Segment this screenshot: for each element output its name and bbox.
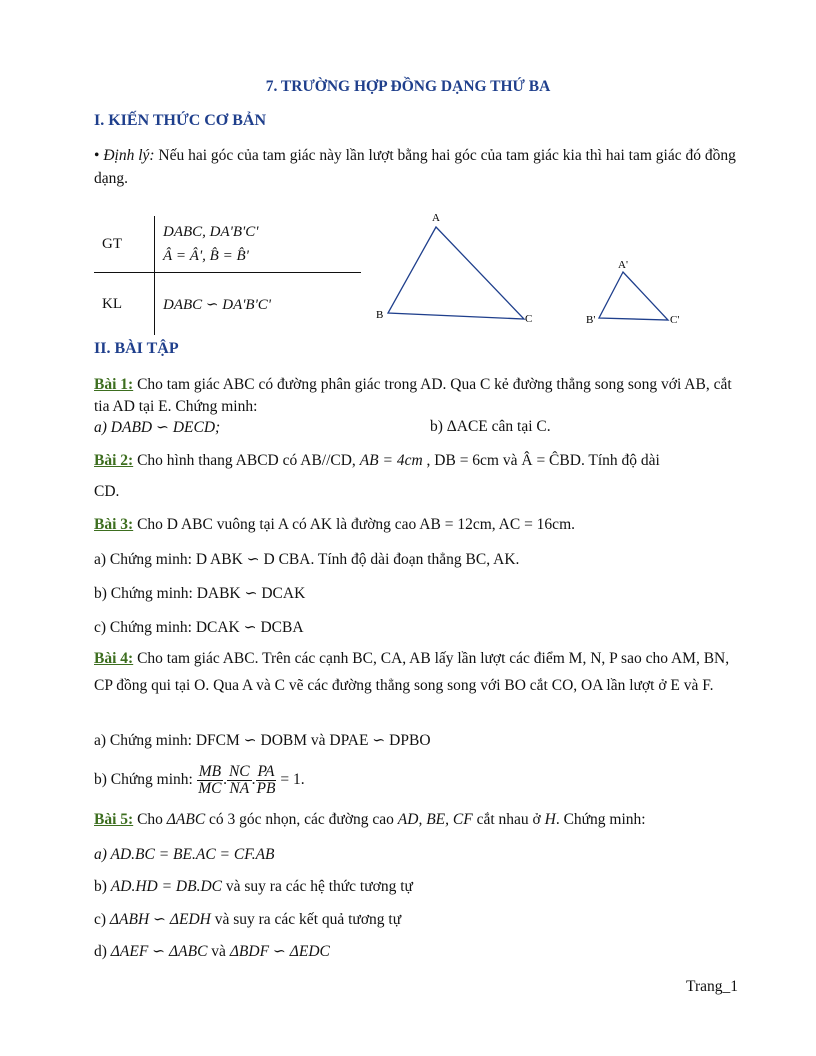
exercise-2-math-2: Â = ĈBD [521,452,581,469]
exercise-5-d-math-1: ΔAEF ∽ ΔABC [110,943,208,960]
fraction-1-denominator: MC [198,780,222,797]
exercise-5-a: a) AD.BC = BE.AC = CF.AB [94,846,275,863]
exercise-5-d-mid: và [207,943,230,960]
exercise-5-b [94,878,413,896]
label-c-prime: C' [670,314,680,326]
fraction-pa-pb [256,764,277,797]
gt-kl-table [94,216,361,335]
exercise-5-d-prefix: d) [94,943,111,960]
fraction-nc-na [227,764,252,797]
label-a: A [432,212,440,224]
exercise-3-c: c) Chứng minh: DCAK ∽ DCBA [94,619,304,636]
exercise-4-b-prefix: b) Chứng minh: [94,771,197,789]
exercise-5-c-suffix: và suy ra các kết quả tương tự [210,911,402,928]
exercise-2-line-2: CD. [94,483,120,500]
exercise-4-b-suffix: = 1. [276,771,305,789]
exercise-1-b: b) ΔACE cân tại C. [430,418,551,435]
gt-content [155,216,362,273]
exercise-5-c [94,910,401,929]
gt-label: GT [94,216,155,273]
fraction-2-numerator: NC [228,763,250,780]
label-b-prime: B' [586,314,596,326]
section-heading-exercises: II. BÀI TẬP [94,340,179,357]
label-c: C [525,313,533,325]
exercise-5-c-prefix: c) [94,911,110,928]
triangle-abc [388,227,524,319]
exercise-2-label: Bài 2: [94,452,134,469]
theorem-paragraph [94,144,744,190]
exercise-5-math-2: AD, BE, CF [397,811,473,828]
exercise-3-label: Bài 3: [94,516,134,533]
exercise-5-math-1: ΔABC [166,811,206,828]
exercise-4-label: Bài 4: [94,650,134,667]
exercise-4-a: a) Chứng minh: DFCM ∽ DOBM và DPAE ∽ DPBO [94,732,431,749]
exercise-5-b-suffix: và suy ra các hệ thức tương tự [222,878,413,895]
label-a-prime: A' [618,259,628,271]
exercise-5-b-math: AD.HD = DB.DC [110,878,222,895]
exercise-3-b: b) Chứng minh: DABK ∽ DCAK [94,585,306,602]
kl-content: DABC ∽ DA'B'C' [163,296,272,313]
similar-triangles-figure [370,205,690,330]
gt-line-2: Â = Â', B̂ = B̂' [163,248,249,264]
exercise-5-d [94,942,330,961]
exercise-3 [94,516,575,534]
exercise-1-text: Cho tam giác ABC có đường phân giác trong AD. Qua C kẻ đường thẳng song song với AB, cắt tia AD tại E. Chứng minh: [94,376,732,415]
exercise-5-b-prefix: b) [94,878,111,895]
label-b: B [376,309,384,321]
theorem-label: Định lý: [103,147,155,164]
exercise-5-text-1: Cho [133,811,167,828]
exercise-5-text-3: cắt nhau ở [472,811,545,828]
exercise-4-text: Cho tam giác ABC. Trên các cạnh BC, CA, AB lấy lần lượt các điểm M, N, P sao cho AM, BN, CP đồng qui tại O. Qua A và C vẽ các đường thẳng song song với BO cắt CO, OA lần lượt ở E và F. [94,650,730,694]
fraction-3-denominator: PB [256,780,276,797]
exercise-3-a: a) Chứng minh: D ABK ∽ D CBA. Tính độ dài đoạn thẳng BC, AK. [94,551,520,568]
exercise-2-text-1: Cho hình thang ABCD có AB//CD, [133,452,360,469]
triangle-a1b1c1 [599,272,668,320]
gt-line-1: DABC, DA'B'C' [163,224,259,240]
fraction-1-numerator: MB [198,763,222,780]
fraction-mb-mc [197,764,223,797]
exercise-5-label: Bài 5: [94,811,134,828]
exercise-5 [94,811,646,829]
exercise-2-line-1 [94,452,660,470]
exercise-5-text-4: . Chứng minh: [555,811,646,828]
theorem-text: Nếu hai góc của tam giác này lần lượt bằng hai góc của tam giác kia thì hai tam giác đó đồng dạng. [94,147,736,187]
exercise-1-a: a) DABD ∽ DECD; [94,419,221,436]
exercise-2-text-3: . Tính độ dài [580,452,660,469]
exercise-5-text-2: có 3 góc nhọn, các đường cao [205,811,398,828]
fraction-2-denominator: NA [229,780,250,797]
page-title: 7. TRƯỜNG HỢP ĐỒNG DẠNG THỨ BA [265,78,551,95]
exercise-2-math-1: AB = 4cm [359,452,423,469]
exercise-4 [94,645,744,699]
bullet: • [94,147,100,164]
exercise-5-c-math: ΔABH ∽ ΔEDH [109,911,211,928]
kl-label: KL [94,273,155,336]
page-number: Trang_1 [686,978,738,995]
section-heading-basics: I. KIẾN THỨC CƠ BẢN [94,112,267,129]
exercise-2-text-2: , DB = 6cm và [422,452,522,469]
exercise-1-label: Bài 1: [94,376,134,393]
exercise-5-math-3: H [544,811,556,828]
exercise-4-b: b) Chứng minh: $\frac{MB}{MC}$ . $\frac{NC}{NA}$ . $\frac{PA}{PB}$ = 1. [94,763,305,797]
exercise-1 [94,374,744,418]
exercise-3-text: Cho D ABC vuông tại A có AK là đường cao AB = 12cm, AC = 16cm. [133,516,575,533]
fraction-3-numerator: PA [257,763,275,780]
exercise-5-d-math-2: ΔBDF ∽ ΔEDC [229,943,330,960]
